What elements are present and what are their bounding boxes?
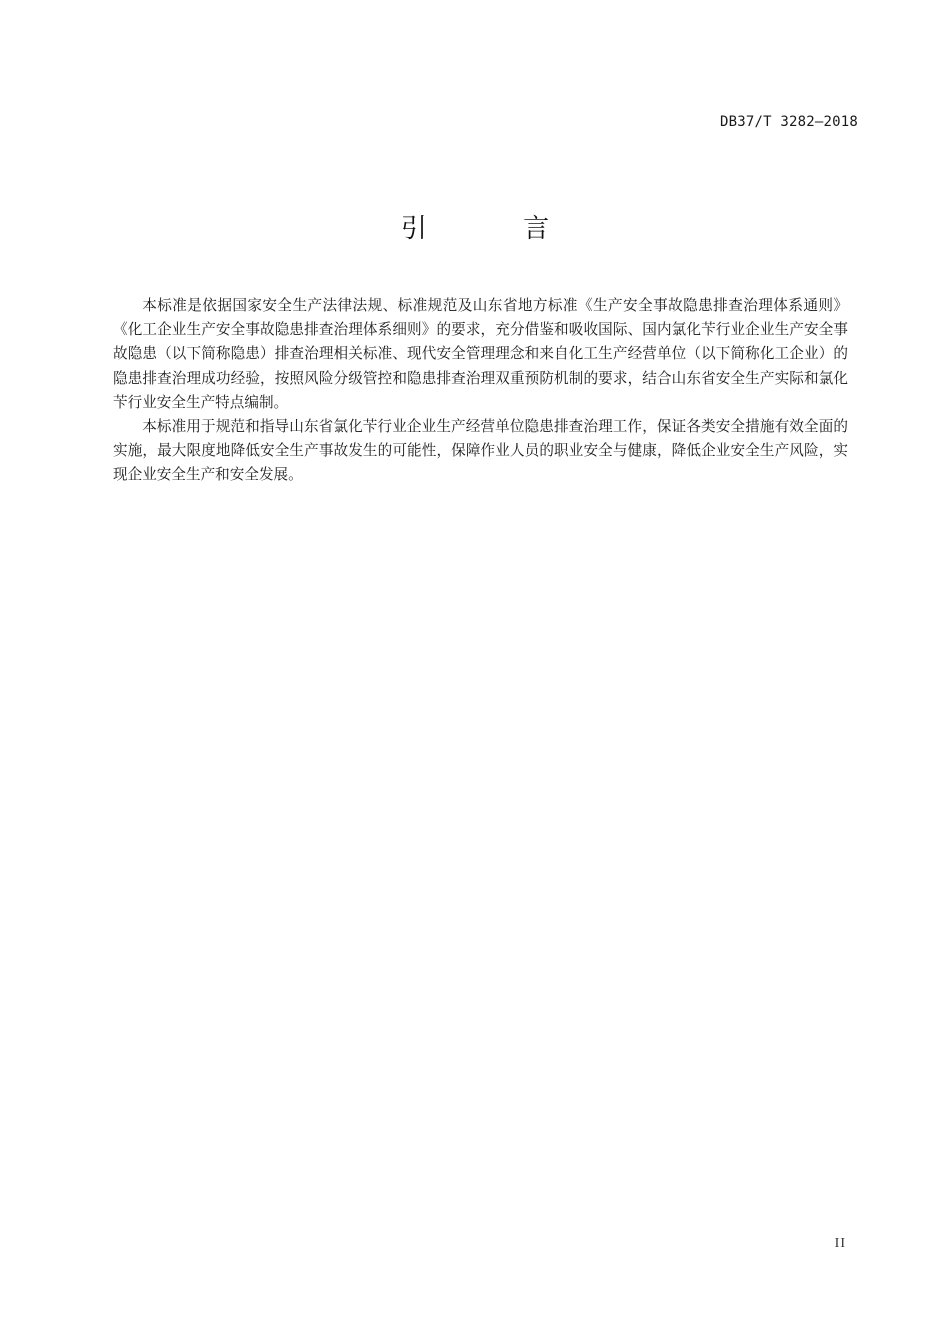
page-number: II — [834, 1236, 846, 1251]
paragraph: 本标准是依据国家安全生产法律法规、标准规范及山东省地方标准《生产安全事故隐患排查治理体系通则》《化工企业生产安全事故隐患排查治理体系细则》的要求，充分借鉴和吸收国际、国内氯化苄行业企业生产安全事故隐患（以下简称隐患）排查治理相关标准、现代安全管理理念和来自化工生产经营单位（以下简称化工企业）的隐患排查治理成功经验，按照风险分级管控和隐患排查治理双重预防机制的要求，结合山东省安全生产实际和氯化苄行业安全生产特点编制。 — [113, 297, 848, 411]
paragraph: 本标准用于规范和指导山东省氯化苄行业企业生产经营单位隐患排查治理工作，保证各类安全措施有效全面的实施，最大限度地降低安全生产事故发生的可能性，保障作业人员的职业安全与健康，降低企业安全生产风险，实现企业安全生产和安全发展。 — [113, 418, 848, 484]
section-title: 引 言 — [400, 214, 594, 244]
standard-code: DB37/T 3282—2018 — [719, 114, 858, 130]
body-text — [113, 294, 848, 488]
